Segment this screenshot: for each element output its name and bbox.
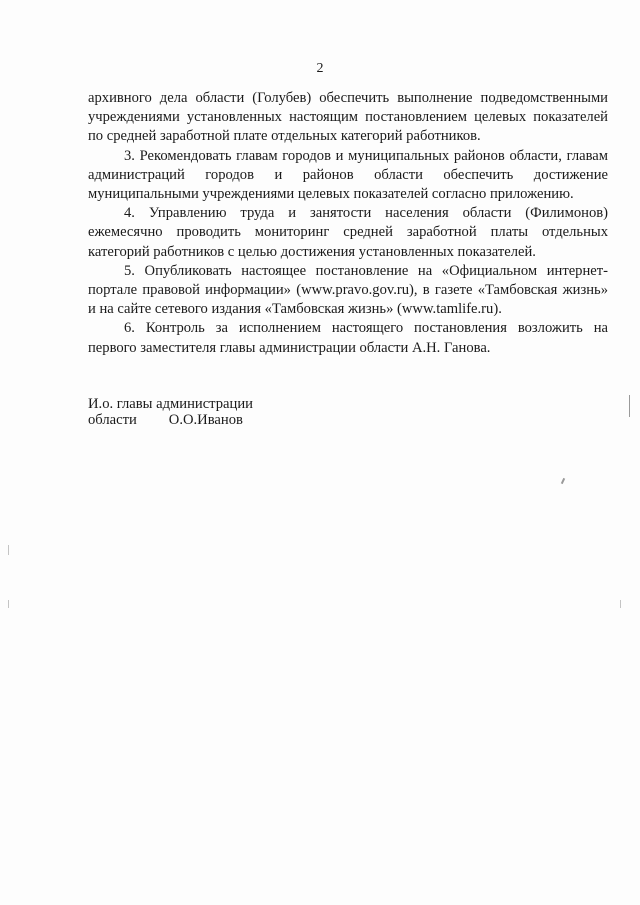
page-number: 2 [316,61,324,76]
signature-block [88,397,253,428]
signatory-title-line2: области [88,411,137,428]
paragraph-4: 4. Управлению труда и занятости населения области (Филимонов) ежемесячно проводить мониторинг средней заработной платы отдельных категорий работников с целью достижения установленных показателей. [88,205,608,260]
scan-artifact-right [629,395,630,417]
scan-artifact-left-2 [8,600,9,608]
paragraph-6: 6. Контроль за исполнением настоящего постановления возложить на первого заместителя главы администрации области А.Н. Ганова. [88,320,608,356]
signatory-title-line1: И.о. главы администрации [88,396,253,412]
document-body [88,89,608,358]
paragraph-3: 3. Рекомендовать главам городов и муниципальных районов области, главам администраций городов и районов области обеспечить достижение муниципальными учреждениями целевых показателей согласно приложению. [88,147,608,203]
paragraph-continuation: архивного дела области (Голубев) обеспечить выполнение подведомственными учреждениями установленных настоящим постановлением целевых показателей по средней заработной плате отдельных категорий работников. [88,90,608,145]
scan-artifact-right-2 [620,600,621,608]
scan-artifact-left-1 [8,545,9,555]
signatory-row [88,413,253,429]
signatory-name: О.О.Иванов [168,411,243,428]
paragraph-5: 5. Опубликовать настоящее постановление на «Официальном интернет-портале правовой информации» (www.pravo.gov.ru), в газете «Тамбовская жизнь» и на сайте сетевого издания «Тамбовская жизнь» (www.tamlife.ru). [88,262,608,318]
scan-artifact-mark [561,478,565,484]
